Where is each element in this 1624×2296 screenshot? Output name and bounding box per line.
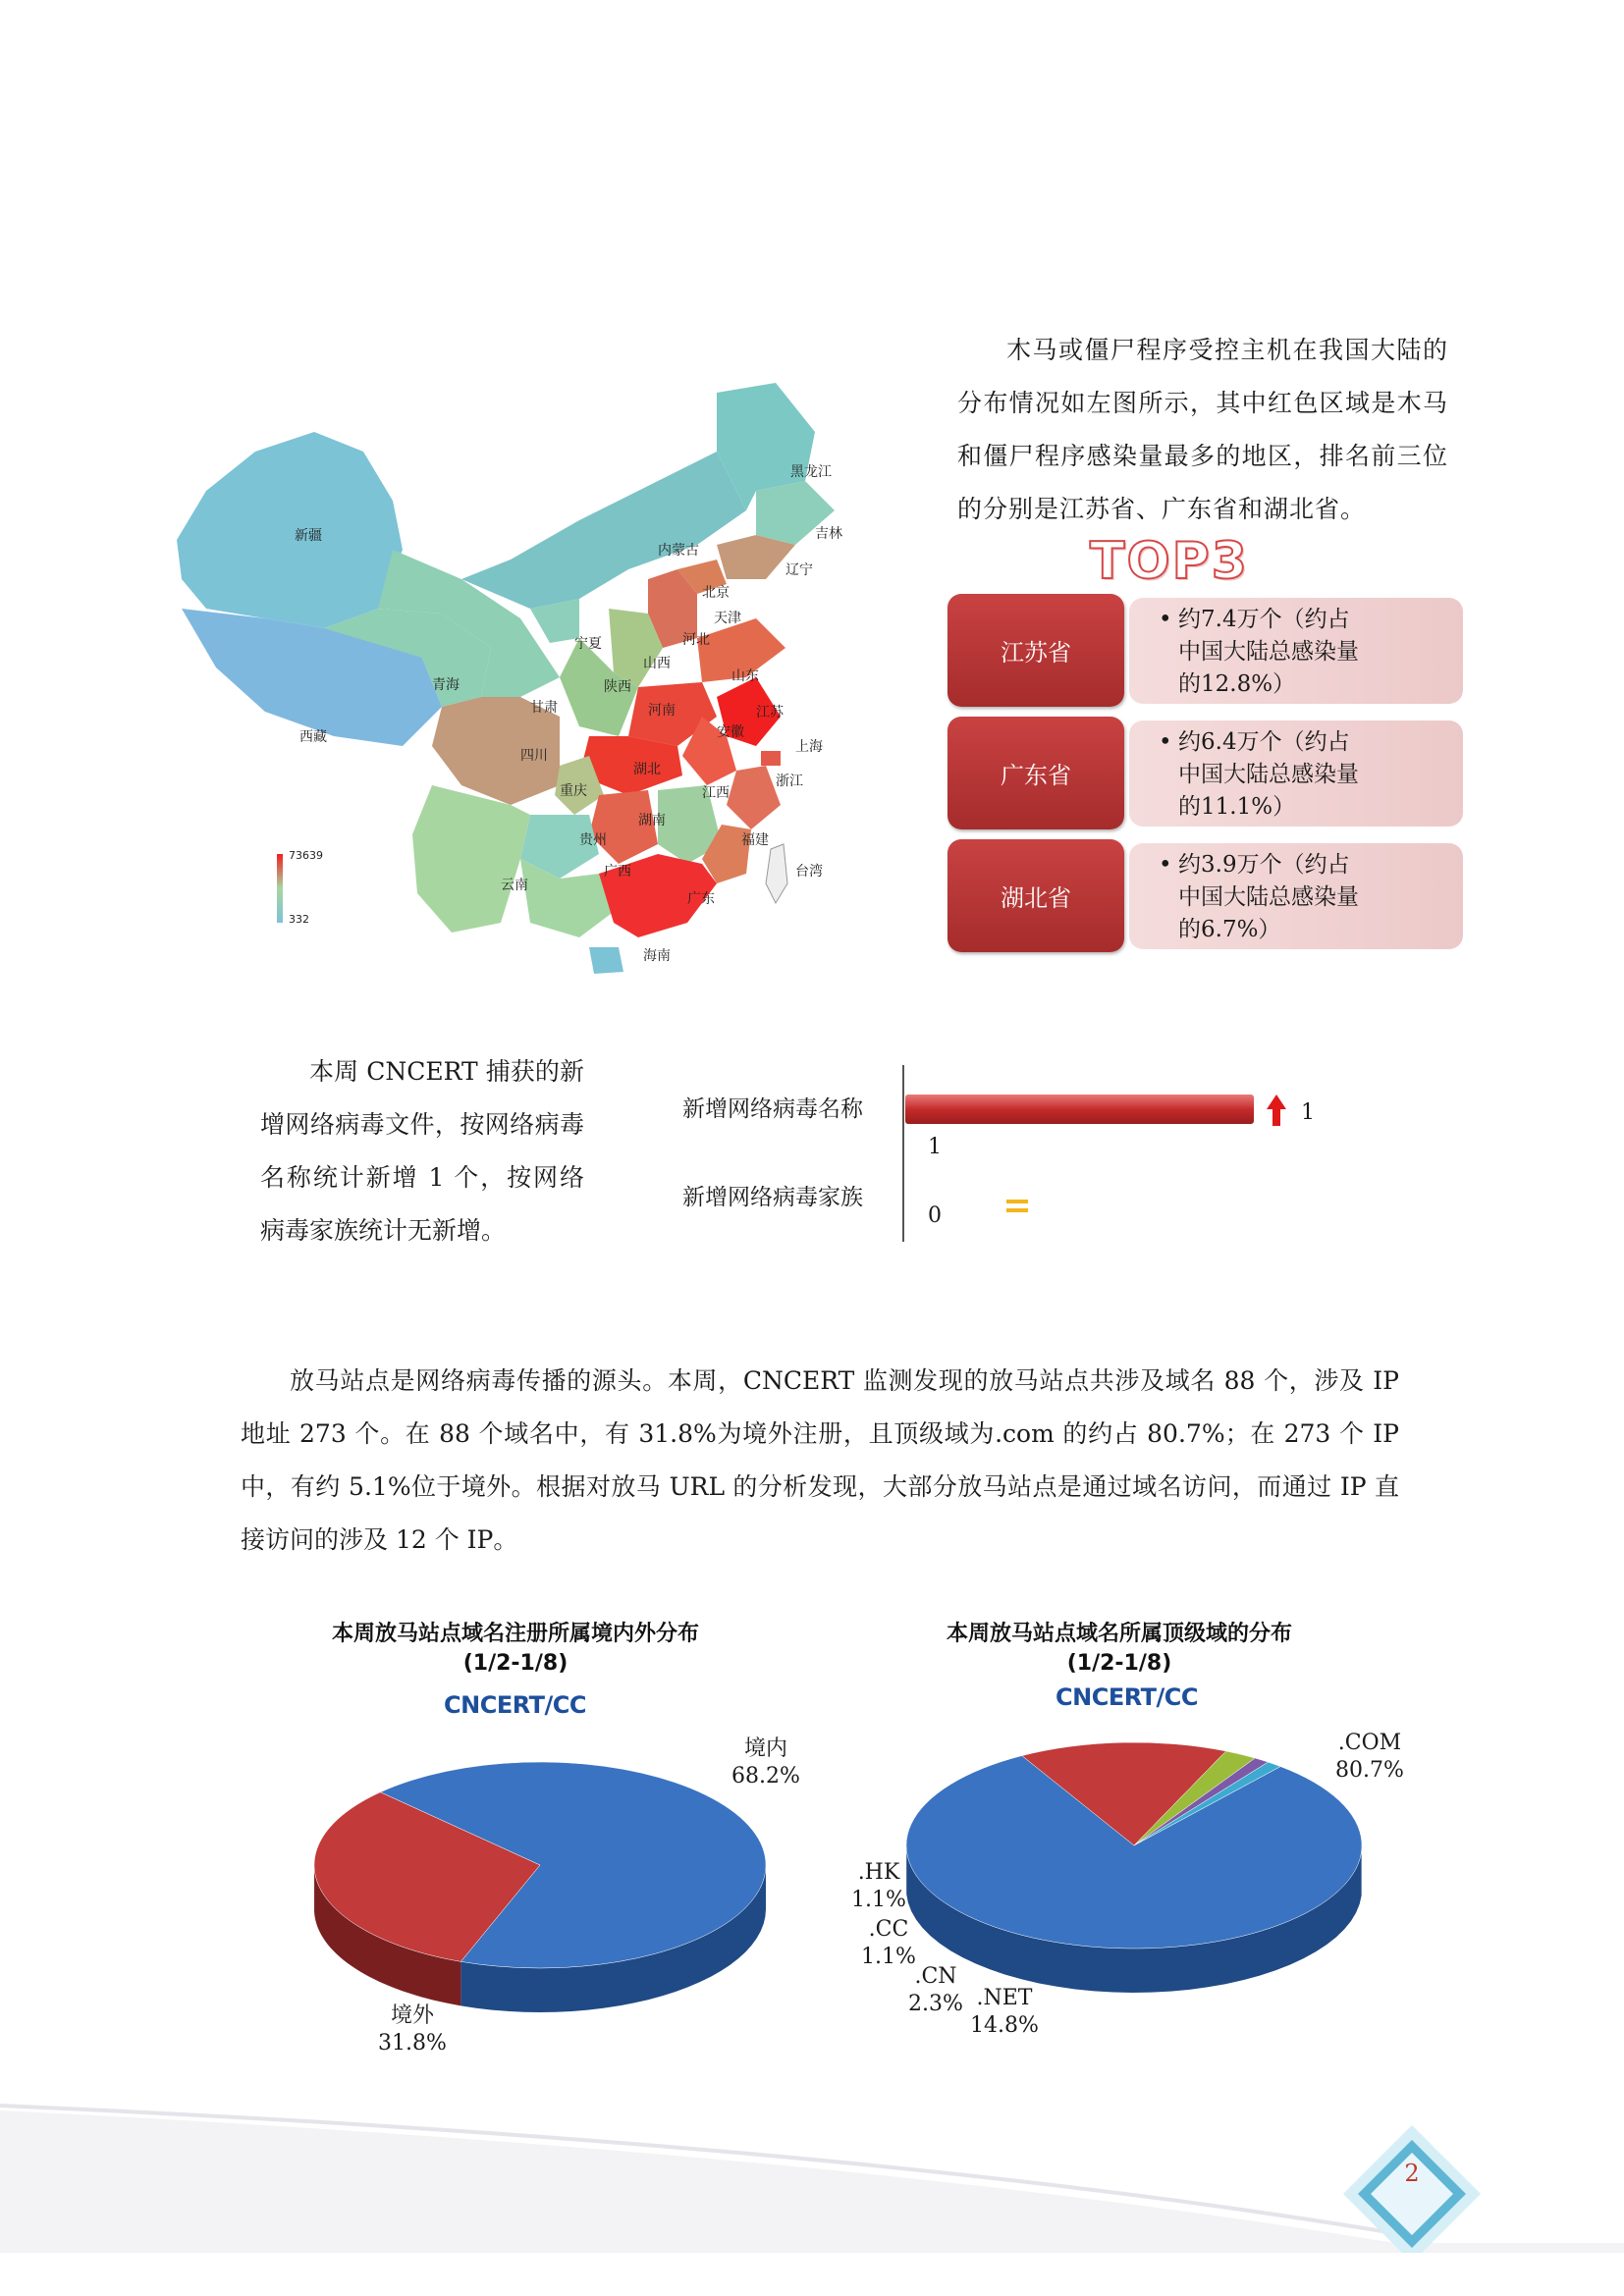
svg-text:云南: 云南 [501, 878, 528, 893]
new-virus-bar-chart [668, 1065, 1335, 1247]
chart-category-label: 新增网络病毒家族 [682, 1185, 863, 1210]
svg-text:山东: 山东 [731, 668, 759, 684]
top3-row [947, 717, 1463, 829]
bar-value-label: 1 [1301, 1100, 1315, 1125]
pie2-chart [898, 1737, 1380, 2022]
svg-text:江西: 江西 [702, 785, 730, 801]
map-legend-min: 332 [289, 913, 309, 926]
cncert-logo: CNCERT/CC [1056, 1683, 1198, 1711]
pie1-label-foreign: 境外 31.8% [378, 2003, 447, 2056]
map-legend-max: 73639 [289, 849, 323, 862]
china-infection-map [167, 373, 893, 982]
svg-text:重庆: 重庆 [560, 783, 587, 799]
svg-text:北京: 北京 [702, 585, 730, 601]
map-region-zhejiang [727, 766, 781, 829]
svg-text:海南: 海南 [643, 948, 671, 964]
cncert-logo: CNCERT/CC [444, 1691, 586, 1719]
svg-text:浙江: 浙江 [776, 774, 803, 789]
svg-text:河南: 河南 [648, 703, 676, 719]
map-description-paragraph: 木马或僵尸程序受控主机在我国大陆的分布情况如左图所示，其中红色区域是木马和僵尸程序感染量最多的地区，排名前三位的分别是江苏省、广东省和湖北省。 [957, 336, 1448, 523]
pie2-label-net: .NET 14.8% [970, 1986, 1039, 2038]
svg-text:青海: 青海 [432, 677, 460, 693]
pie2-label-cc: .CC 1.1% [861, 1917, 916, 1969]
pie1-label-domestic: 境内 68.2% [731, 1736, 800, 1789]
bar-new-virus-name [905, 1095, 1254, 1124]
map-legend-bar [277, 854, 283, 923]
svg-text:黑龙江: 黑龙江 [790, 464, 832, 480]
svg-text:四川: 四川 [520, 748, 548, 764]
new-virus-paragraph: 本周 CNCERT 捕获的新增网络病毒文件，按网络病毒名称统计新增 1 个，按网络病毒家族统计无新增。 [260, 1057, 584, 1245]
chart-category-label: 新增网络病毒名称 [682, 1096, 863, 1122]
svg-text:湖南: 湖南 [638, 813, 666, 828]
svg-text:陕西: 陕西 [604, 679, 631, 695]
pie2-label-com: .COM 80.7% [1335, 1731, 1404, 1783]
svg-text:湖北: 湖北 [633, 762, 661, 777]
pie2-label-cn: .CN 2.3% [908, 1964, 963, 2016]
page-number-diamond [1343, 2125, 1481, 2253]
pie2-title: 本周放马站点域名所属顶级域的分布 (1/2-1/8) [946, 1622, 1292, 1676]
svg-text:山西: 山西 [643, 656, 671, 671]
map-region-yunnan [412, 785, 530, 933]
svg-text:西藏: 西藏 [299, 729, 327, 745]
pie1-title: 本周放马站点域名注册所属境内外分布 (1/2-1/8) [331, 1622, 699, 1676]
map-region-hainan [589, 947, 623, 974]
svg-text:新疆: 新疆 [295, 528, 322, 544]
svg-text:广东: 广东 [687, 891, 715, 907]
top3-province-desc: • 约6.4万个（约占 中国大陆总感染量 的11.1%） [1129, 721, 1463, 827]
top3-row [947, 839, 1463, 952]
svg-text:福建: 福建 [741, 832, 769, 848]
map-region-xinjiang [177, 432, 403, 628]
up-arrow-icon [1267, 1095, 1286, 1126]
page-number: 2 [1404, 2160, 1420, 2187]
pie1-chart [304, 1747, 785, 2022]
equals-icon [1006, 1200, 1028, 1212]
svg-text:安徽: 安徽 [717, 724, 744, 740]
top3-row [947, 594, 1463, 707]
top3-province-name: 广东省 [947, 717, 1124, 829]
bar-prev-value-label: 1 [928, 1135, 942, 1159]
svg-text:河北: 河北 [682, 632, 710, 648]
svg-text:上海: 上海 [795, 739, 823, 755]
bar-family-value-label: 0 [928, 1203, 942, 1228]
malware-host-paragraph: 放马站点是网络病毒传播的源头。本周，CNCERT 监测发现的放马站点共涉及域名 88 个，涉及 IP 地址 273 个。在 88 个域名中，有 31.8%为境外注册，且顶级域为.com 的约占 80.7%；在 273 个 IP 中，有约 5.1%位于境外。根据对放马 URL 的分析发现，大部分放马站点是通过域名访问，而通过 IP 直接访问的涉及 12 个 IP。 [241, 1366, 1399, 1554]
svg-text:辽宁: 辽宁 [785, 562, 813, 578]
svg-text:江苏: 江苏 [756, 705, 784, 721]
top3-province-name: 江苏省 [947, 594, 1124, 707]
top3-title: TOP3 [1090, 532, 1249, 591]
svg-text:内蒙古: 内蒙古 [658, 543, 699, 559]
svg-text:天津: 天津 [714, 611, 741, 626]
top3-province-desc: • 约3.9万个（约占 中国大陆总感染量 的6.7%） [1129, 843, 1463, 949]
footer-decoration [0, 2096, 1624, 2253]
top3-province-name: 湖北省 [947, 839, 1124, 952]
map-region-shanghai [761, 751, 781, 766]
svg-text:广西: 广西 [604, 864, 631, 880]
svg-text:吉林: 吉林 [815, 526, 842, 542]
svg-text:宁夏: 宁夏 [574, 636, 602, 652]
map-region-taiwan [766, 844, 787, 903]
pie2-label-hk: .HK 1.1% [851, 1860, 906, 1912]
top3-province-desc: • 约7.4万个（约占 中国大陆总感染量 的12.8%） [1129, 598, 1463, 704]
svg-text:台湾: 台湾 [795, 864, 823, 880]
svg-text:甘肃: 甘肃 [530, 700, 558, 716]
svg-text:贵州: 贵州 [579, 832, 607, 848]
